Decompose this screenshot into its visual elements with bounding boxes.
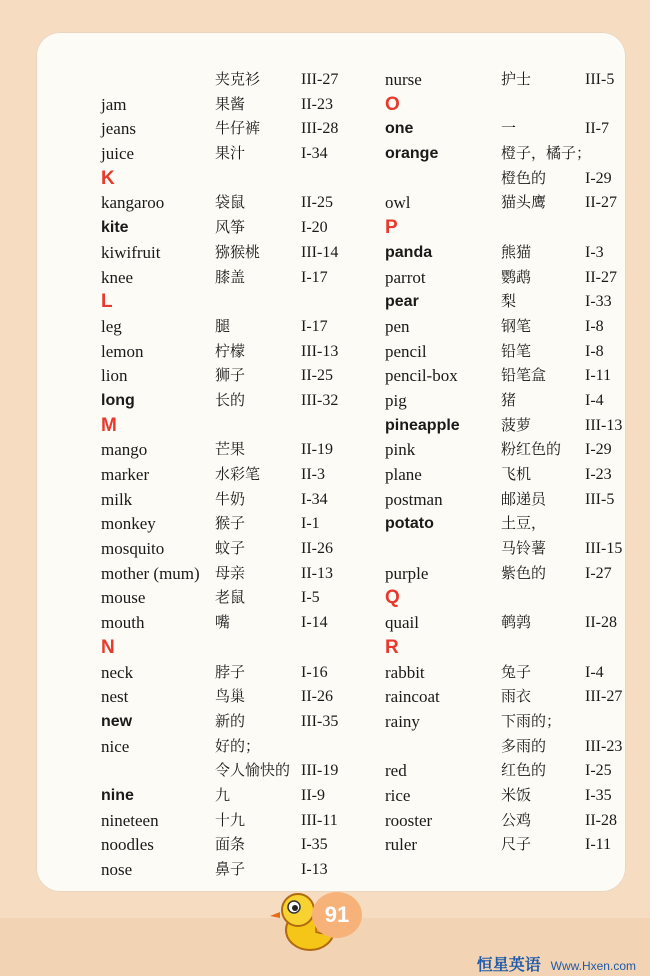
entry-reference: I-17 — [301, 317, 328, 335]
entry-reference: II-28 — [585, 811, 617, 829]
entry-reference: II-13 — [301, 564, 333, 582]
entry-reference: I-4 — [585, 391, 604, 409]
entry-translation: 鹌鹑 — [501, 615, 532, 632]
entry-reference: II-19 — [301, 441, 333, 459]
entry-reference: I-35 — [301, 836, 328, 854]
entry-word: mosquito — [101, 539, 165, 559]
entry-word: owl — [385, 193, 411, 213]
entry-word: rooster — [385, 810, 433, 830]
entry-reference: II-3 — [301, 466, 325, 483]
entry-translation: 令人愉快的 — [215, 763, 291, 780]
entry-translation: 鼻子 — [215, 862, 246, 878]
entry-reference: I-34 — [301, 490, 328, 508]
entry-translation: 粉红色的 — [501, 442, 562, 459]
entry-translation: 牛仔裤 — [215, 121, 261, 138]
entry-translation: 牛奶 — [215, 491, 246, 508]
entry-reference: I-8 — [585, 342, 604, 360]
entry-word: mango — [101, 440, 148, 460]
entry-word: knee — [101, 267, 134, 287]
entry-reference: II-28 — [585, 614, 617, 632]
entry-word: leg — [101, 316, 122, 336]
entry-reference: I-11 — [585, 367, 612, 385]
entry-translation: 蚊子 — [215, 541, 246, 558]
entry-reference: I-17 — [301, 268, 328, 286]
entry-reference: I-1 — [301, 515, 320, 533]
letter-heading: P — [385, 217, 398, 239]
entry-reference: II-26 — [301, 688, 333, 706]
entry-reference: III-15 — [585, 540, 623, 558]
entry-word: kangaroo — [101, 193, 165, 213]
entry-reference: I-23 — [585, 466, 612, 483]
entry-word: jeans — [101, 119, 136, 139]
entry-reference: I-8 — [585, 317, 604, 335]
entry-translation: 米饭 — [501, 787, 532, 804]
page-number: 91 — [312, 892, 362, 938]
entry-word: kite — [101, 219, 129, 237]
entry-word: rainy — [385, 711, 420, 731]
entry-word: nice — [101, 736, 130, 756]
entry-word: postman — [385, 489, 443, 509]
entry-word: milk — [101, 489, 133, 509]
entry-reference: II-27 — [585, 268, 617, 286]
entry-translation: 橙色的 — [501, 170, 547, 187]
entry-word: kiwifruit — [101, 242, 161, 262]
entry-translation: 猫头鹰 — [501, 195, 547, 212]
entry-translation: 多雨的 — [501, 738, 547, 755]
letter-heading: M — [101, 414, 117, 436]
entry-reference: II-23 — [301, 95, 333, 113]
entry-translation: 腿 — [215, 318, 231, 335]
entry-translation: 雨衣 — [501, 689, 532, 706]
entry-translation: 鸟巢 — [215, 689, 246, 706]
entry-word: pink — [385, 440, 416, 460]
entry-word: nose — [101, 860, 133, 879]
entry-reference: III-27 — [585, 688, 623, 706]
entry-reference: II-26 — [301, 540, 333, 558]
entry-word: panda — [385, 243, 433, 261]
entry-reference: I-20 — [301, 219, 328, 237]
entry-reference: I-5 — [301, 589, 320, 607]
entry-word: nineteen — [101, 810, 159, 830]
letter-heading: O — [385, 93, 400, 115]
watermark-url: Www.Hxen.com — [550, 959, 636, 973]
entry-translation: 下雨的； — [501, 713, 562, 730]
entry-translation: 长的 — [215, 392, 246, 409]
entry-word: marker — [101, 465, 150, 484]
entry-translation: 脖子 — [215, 664, 246, 681]
entry-reference: I-13 — [301, 861, 328, 878]
entry-word: nest — [101, 687, 129, 707]
entry-word: parrot — [385, 267, 426, 287]
letter-heading: R — [385, 636, 399, 658]
entry-word: lion — [101, 366, 128, 386]
entry-translation: 尺子 — [501, 837, 532, 854]
entry-translation: 梨 — [501, 294, 517, 311]
entry-translation: 菠萝 — [501, 417, 532, 434]
letter-heading: L — [101, 291, 113, 313]
entry-translation: 芒果 — [215, 442, 246, 459]
entry-translation: 风筝 — [215, 220, 246, 237]
entry-word: plane — [385, 465, 422, 484]
entry-translation: 橙子，橘子； — [501, 146, 592, 163]
entry-reference: III-23 — [585, 737, 623, 755]
entry-translation: 袋鼠 — [215, 195, 246, 212]
entry-reference: I-29 — [585, 441, 612, 459]
entry-translation: 熊猫 — [501, 244, 532, 261]
entry-translation: 马铃薯 — [501, 541, 547, 558]
entry-word: pineapple — [385, 416, 460, 434]
entry-reference: III-5 — [585, 490, 615, 508]
entry-reference: II-25 — [301, 367, 333, 385]
entry-word: mouse — [101, 588, 146, 608]
entry-translation: 果酱 — [215, 96, 246, 113]
entry-reference: III-32 — [301, 391, 339, 409]
entry-translation: 紫色的 — [501, 565, 547, 582]
entry-translation: 嘴 — [215, 615, 231, 632]
entry-translation: 邮递员 — [501, 491, 547, 508]
entry-reference: I-29 — [585, 169, 612, 187]
entry-translation: 公鸡 — [501, 812, 532, 829]
entry-reference: I-4 — [585, 663, 604, 681]
entry-word: noodles — [101, 835, 154, 855]
entry-reference: III-35 — [301, 712, 339, 730]
entry-translation: 铅笔盒 — [501, 368, 547, 385]
entry-reference: I-25 — [585, 762, 612, 780]
entry-translation: 一 — [501, 121, 517, 138]
entry-word: rabbit — [385, 662, 425, 682]
entry-word: raincoat — [385, 687, 440, 707]
entry-translation: 柠檬 — [215, 343, 246, 360]
entry-translation: 猴子 — [215, 516, 246, 533]
entry-reference: III-13 — [301, 342, 339, 360]
entry-word: potato — [385, 515, 434, 533]
entry-word: purple — [385, 563, 429, 583]
entry-word: quail — [385, 613, 419, 633]
entry-word: ruler — [385, 835, 418, 855]
entry-translation: 膝盖 — [215, 269, 246, 286]
entry-reference: I-3 — [585, 243, 604, 261]
entry-translation: 护士 — [501, 72, 532, 88]
entry-word: mouth — [101, 613, 145, 633]
entry-word: red — [385, 761, 407, 781]
letter-heading: Q — [385, 587, 400, 609]
entry-translation: 猕猴桃 — [215, 244, 261, 261]
letter-heading: K — [101, 167, 115, 189]
entry-reference: III-11 — [301, 811, 338, 829]
glossary-card — [36, 32, 626, 892]
entry-translation: 老鼠 — [215, 590, 246, 607]
entry-translation: 母亲 — [215, 565, 246, 582]
entry-translation: 土豆， — [501, 516, 547, 533]
entry-reference: I-16 — [301, 663, 328, 681]
entry-word: long — [101, 391, 135, 409]
entry-reference: II-7 — [585, 120, 609, 138]
watermark-brand: 恒星英语 — [476, 957, 541, 974]
entry-word: juice — [101, 144, 135, 164]
entry-reference: III-27 — [301, 71, 339, 88]
entry-word: mother (mum) — [101, 563, 200, 583]
entry-word: one — [385, 120, 414, 138]
entry-translation: 狮子 — [215, 368, 246, 385]
entry-word: pen — [385, 316, 410, 336]
entry-translation: 铅笔 — [501, 343, 532, 360]
entry-word: orange — [385, 145, 439, 163]
entry-word: neck — [101, 662, 134, 682]
entry-translation: 兔子 — [501, 664, 532, 681]
entry-word: new — [101, 712, 133, 730]
entry-reference: I-34 — [301, 145, 328, 163]
entry-translation: 新的 — [215, 713, 246, 730]
entry-translation: 水彩笔 — [215, 467, 261, 483]
entry-reference: II-27 — [585, 194, 617, 212]
entry-reference: III-14 — [301, 243, 339, 261]
entry-reference: I-14 — [301, 614, 328, 632]
entry-reference: III-5 — [585, 71, 615, 88]
entry-word: pencil-box — [385, 366, 458, 386]
entry-reference: I-27 — [585, 564, 612, 582]
entry-word: jam — [101, 94, 127, 114]
entry-reference: II-25 — [301, 194, 333, 212]
entry-translation: 果汁 — [215, 146, 246, 163]
entry-word: pig — [385, 390, 407, 410]
entry-translation: 猪 — [501, 392, 517, 409]
entry-word: monkey — [101, 514, 156, 534]
entry-translation: 红色的 — [501, 763, 547, 780]
entry-word: nine — [101, 786, 134, 804]
entry-translation: 飞机 — [501, 467, 532, 483]
entry-reference: III-19 — [301, 762, 339, 780]
entry-translation: 好的； — [215, 738, 261, 755]
entry-word: lemon — [101, 341, 144, 361]
entry-reference: II-9 — [301, 786, 325, 804]
entry-word: nurse — [385, 70, 422, 89]
entry-translation: 鹦鹉 — [501, 269, 532, 286]
entry-word: pear — [385, 293, 419, 311]
entry-translation: 钢笔 — [501, 318, 532, 335]
entry-reference: III-28 — [301, 120, 339, 138]
entry-reference: I-11 — [585, 836, 612, 854]
entry-reference: I-33 — [585, 293, 612, 311]
entry-word: pencil — [385, 341, 427, 361]
entry-translation: 夹克衫 — [215, 72, 261, 88]
letter-heading: N — [101, 636, 115, 658]
entry-translation: 九 — [215, 787, 231, 804]
entry-reference: III-13 — [585, 416, 623, 434]
watermark — [477, 952, 636, 975]
entry-translation: 面条 — [215, 837, 246, 854]
entry-word: rice — [385, 785, 411, 805]
entry-reference: I-35 — [585, 786, 612, 804]
entry-translation: 十九 — [215, 812, 246, 829]
